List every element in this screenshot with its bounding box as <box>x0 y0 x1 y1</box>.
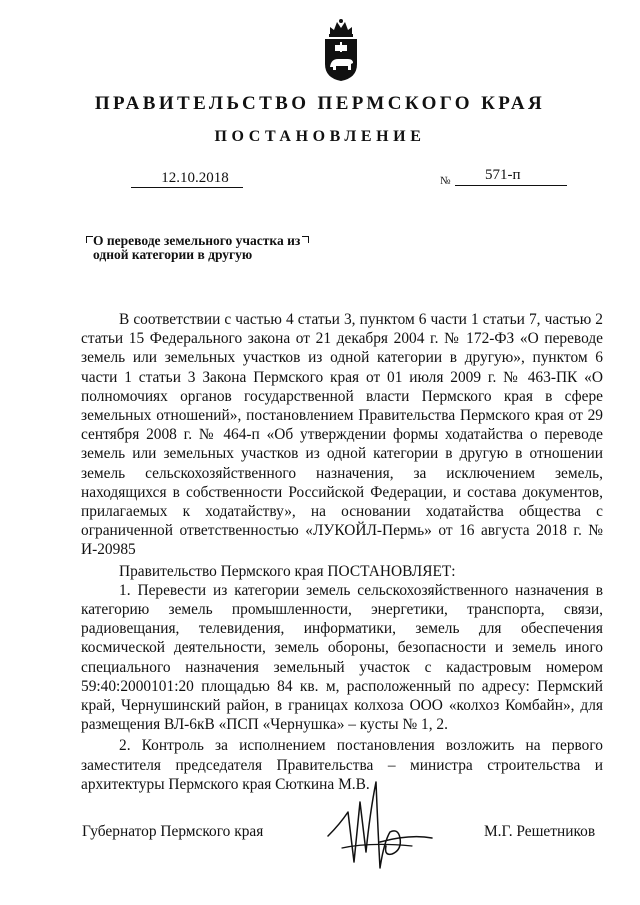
item-2-paragraph: 2. Контроль за исполнением постановления возложить на первого заместителя председателя Правительства – министра строительства и архитектуры Пермского края Сюткина М.В. <box>81 737 603 793</box>
preamble-paragraph: В соответствии с частью 4 статьи 3, пунктом 6 части 1 статьи 7, частью 2 статьи 15 Федерального закона от 21 декабря 2004 г. № 172-ФЗ «О переводе земель или земельных участков из одной категории в другую», пунктом 6 части 1 статьи 3 Закона Пермского края от 01 июля 2009 г. № 463-ПК «О полномочиях органов государственной власти Пермского края в сфере земельных отношений», постановлением Правительства Пермского края от 29 сентября 2008 г. № 464-п «Об утверждении формы ходатайства о переводе земель или земельных участков из одной категории в другую в отношении земель сельскохозяйственного назначения, за исключением земель, находящихся в собственности Российской Федерации, и состава документов, прилагаемых к ходатайству», на основании ходатайства общества с ограниченной ответственностью «ЛУКОЙЛ-Пермь» от 16 августа 2018 г. № И-20985 <box>81 311 603 559</box>
coat-of-arms-icon <box>321 18 361 82</box>
document-type: ПОСТАНОВЛЕНИЕ <box>214 128 426 145</box>
subject-corner-right <box>302 236 309 243</box>
resolution-paragraph: Правительство Пермского края ПОСТАНОВЛЯЕТ: <box>119 562 456 580</box>
number-underline <box>455 185 567 186</box>
signer-position: Губернатор Пермского края <box>82 823 264 840</box>
subject-corner-left <box>86 236 93 243</box>
item-1-paragraph: 1. Перевести из категории земель сельскохозяйственного назначения в категорию земель промышленности, энергетики, транспорта, связи, радиовещания, телевидения, информатики, земель для обеспечения космической деятельности, земель обороны, безопасности и земель иного специального назначения земельный участок с кадастровым номером 59:40:2000101:20 площадью 84 кв. м, расположенный по адресу: Пермский край, Чернушинский район, в границах колхоза ООО «колхоз Комбайн», для размещения ВЛ-6кВ «ПСП «Чернушка» – кусты № 1, 2. <box>81 581 603 734</box>
handwritten-signature <box>320 772 440 880</box>
number-label: № <box>440 175 451 187</box>
document-subject: О переводе земельного участка из одной категории в другую <box>93 233 301 262</box>
government-title: ПРАВИТЕЛЬСТВО ПЕРМСКОГО КРАЯ <box>94 93 546 114</box>
date-underline <box>131 187 243 188</box>
signer-name: М.Г. Решетников <box>484 823 596 840</box>
document-number: 571-п <box>485 167 521 183</box>
document-date: 12.10.2018 <box>161 170 229 186</box>
document-body <box>81 310 603 794</box>
